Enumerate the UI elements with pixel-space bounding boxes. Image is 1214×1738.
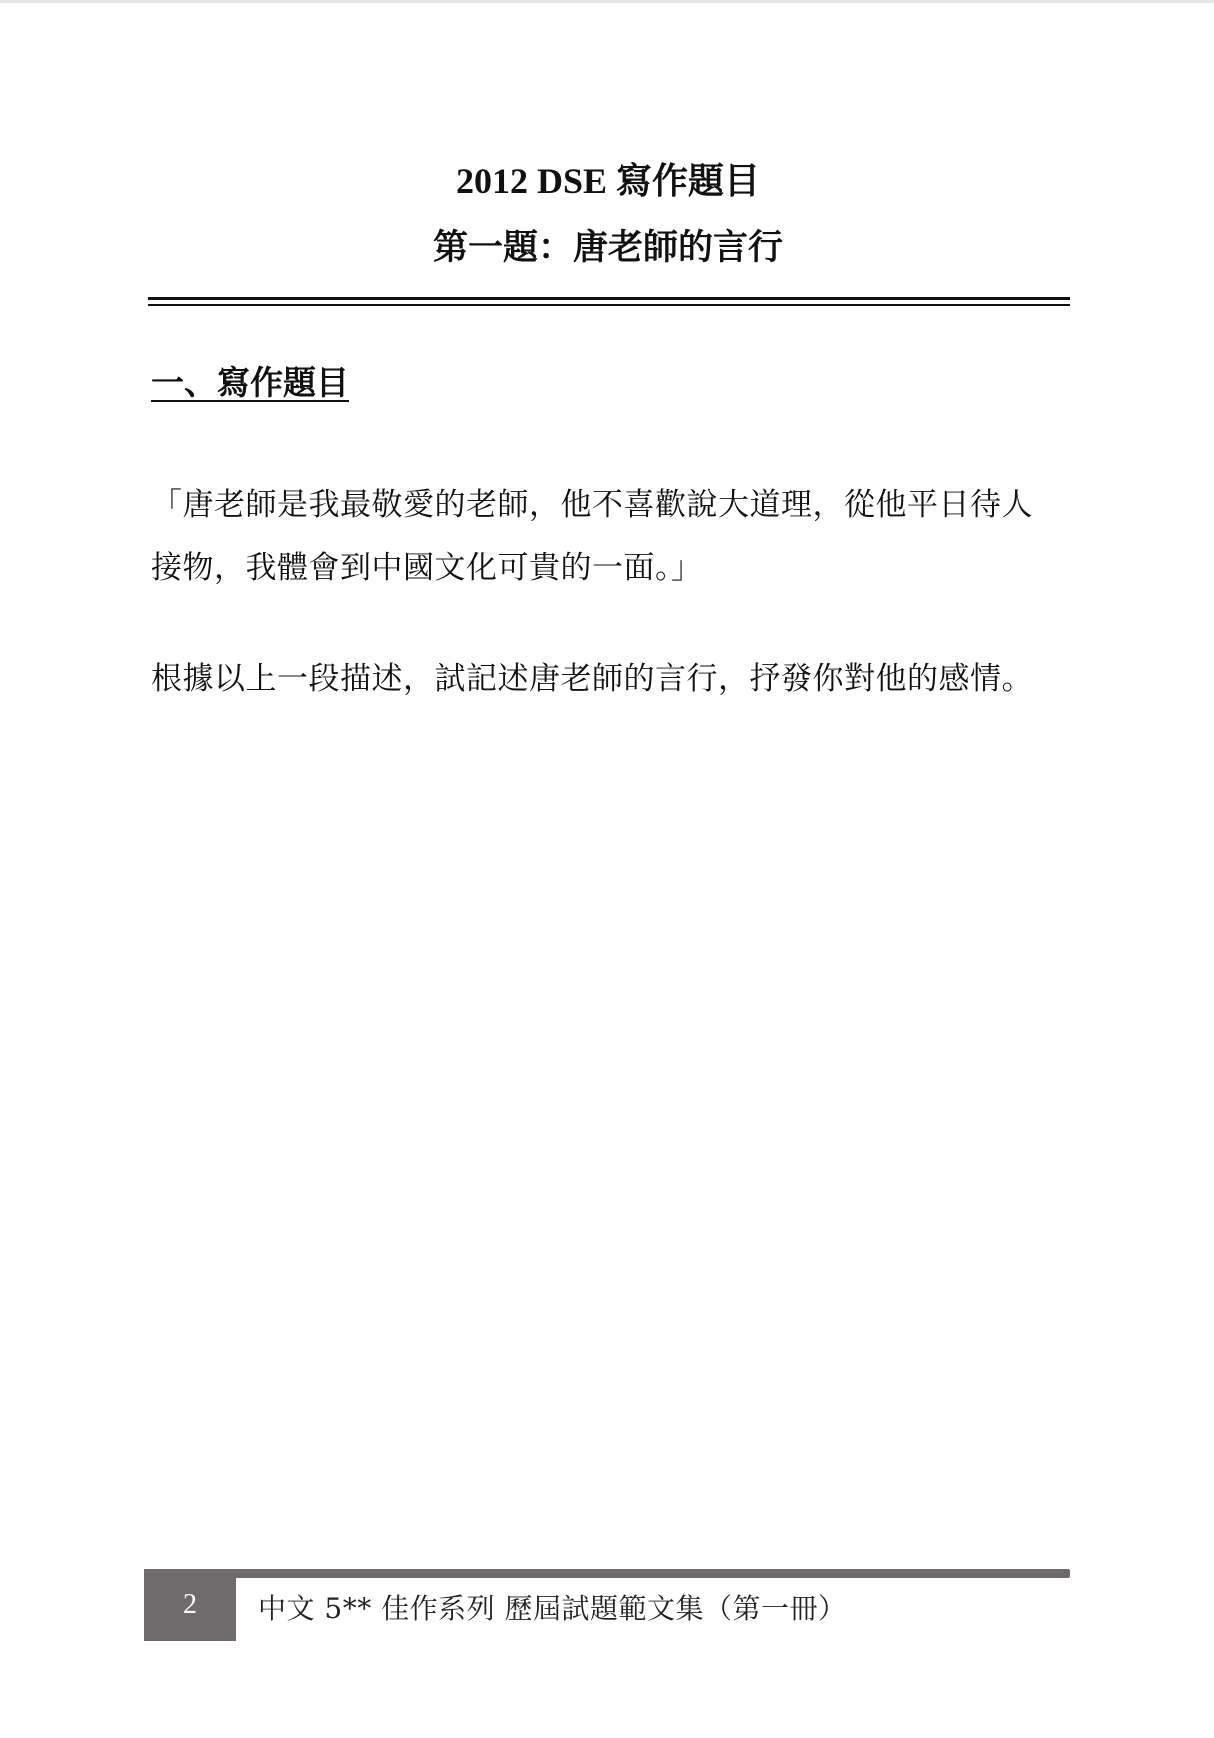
question-title: 第一題：唐老師的言行 [432,227,783,268]
prompt-quote [151,474,1071,600]
prompt-line-2: 接物，我體會到中國文化可貴的一面。」 [151,550,703,586]
footer-bar [144,1569,1070,1578]
double-rule-divider [148,297,1070,306]
instruction-text: 根據以上一段描述，試記述唐老師的言行，抒發你對他的感情。 [151,661,1033,697]
page-number: 2 [144,1569,236,1641]
footer-series-text: 中文 5** 佳作系列 歷屆試題範文集（第一冊） [258,1592,847,1625]
prompt-line-1: 「唐老師是我最敬愛的老師，他不喜歡說大道理，從他平日待人 [151,487,1033,523]
page-title: 2012 DSE 寫作題目 [455,161,761,201]
page-top-edge [0,0,1214,3]
section-heading: 一、寫作題目 [151,363,349,402]
